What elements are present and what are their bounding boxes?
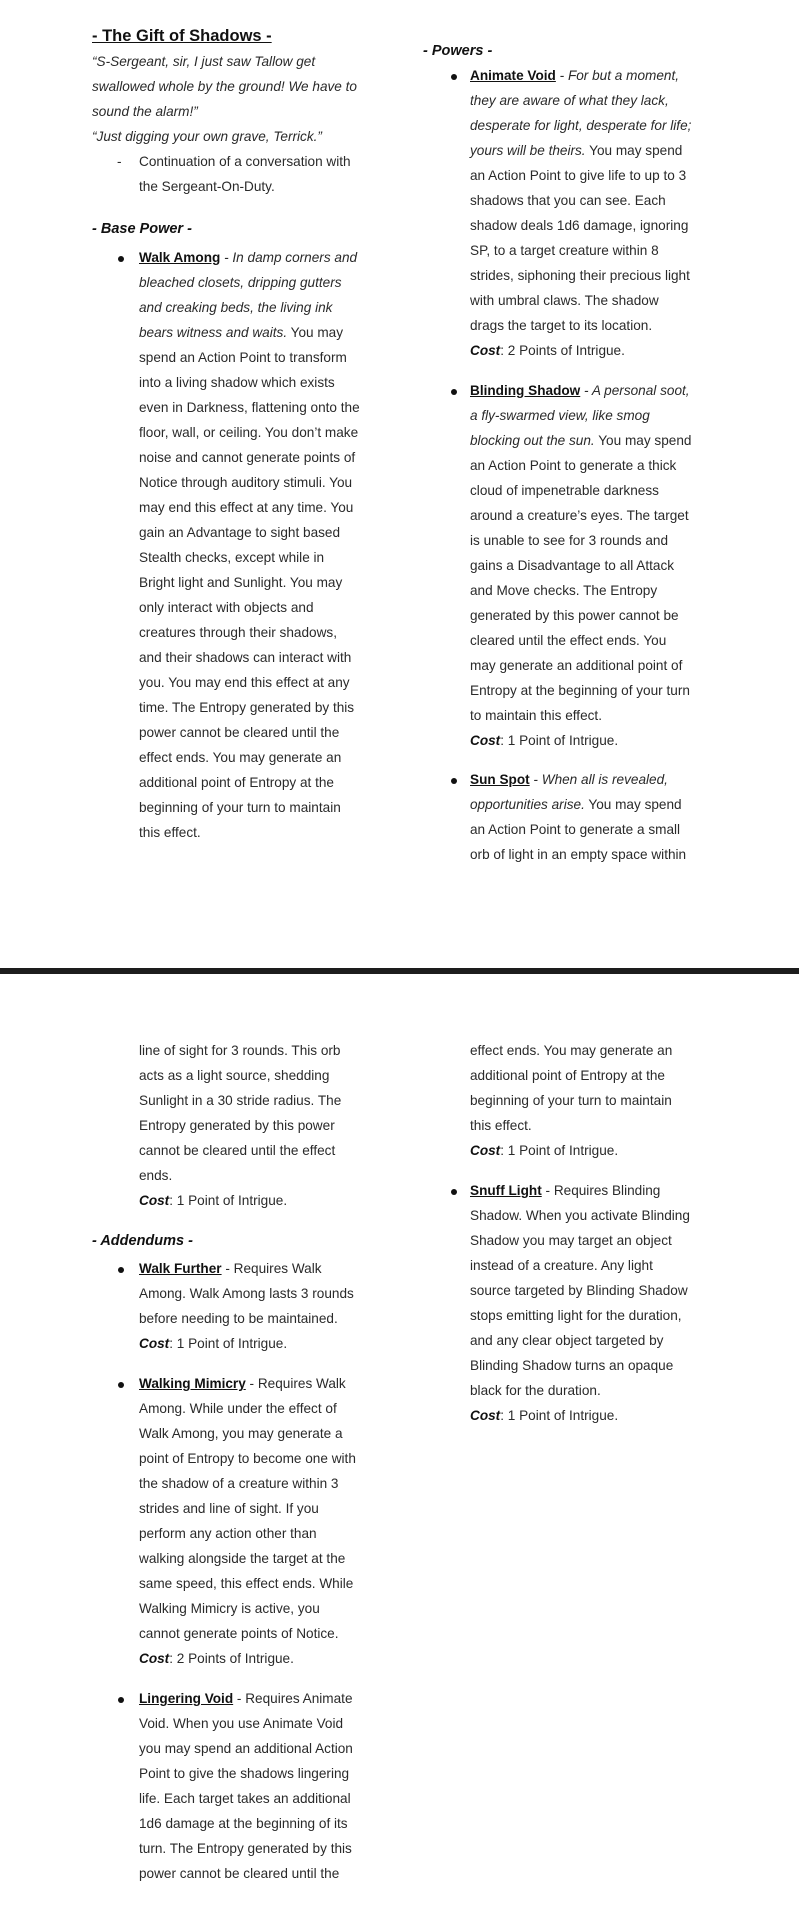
power-text: effect ends. You may generate an: [139, 750, 342, 765]
power-text: and creaking beds, the living ink: [139, 300, 333, 315]
cost-line: Cost: 1 Point of Intrigue.: [470, 1408, 619, 1423]
power-text: stops emitting light for the duration,: [470, 1308, 682, 1323]
cost-line: Cost: 1 Point of Intrigue.: [139, 1193, 288, 1208]
cost-line: Cost: 2 Points of Intrigue.: [470, 343, 625, 358]
power-text: into a living shadow which exists: [139, 375, 335, 390]
power-text: and any clear object targeted by: [470, 1333, 664, 1348]
note-dash: -: [117, 154, 122, 169]
power-text: gains a Disadvantage to all Attack: [470, 558, 675, 573]
power-text: they are aware of what they lack,: [470, 93, 669, 108]
walking-mimicry-first-line: Walking Mimicry - Requires Walk: [139, 1376, 346, 1391]
power-text: effect ends. You may generate an: [470, 1043, 673, 1058]
power-text: Walking Mimicry is active, you: [139, 1601, 320, 1616]
power-text-line: opportunities arise. You may spend: [470, 797, 682, 812]
cost-line: Cost: 1 Point of Intrigue.: [470, 1143, 619, 1158]
power-text: black for the duration.: [470, 1383, 601, 1398]
power-text: before needing to be maintained.: [139, 1311, 338, 1326]
power-text: desperate for light, desperate for life;: [470, 118, 692, 133]
power-text: cannot be cleared until the effect: [139, 1143, 336, 1158]
cost-line: Cost: 1 Point of Intrigue.: [470, 733, 619, 748]
power-text: same speed, this effect ends. While: [139, 1576, 354, 1591]
power-text: Stealth checks, except while in: [139, 550, 325, 565]
animate-void-first-line: Animate Void - For but a moment,: [470, 68, 679, 83]
power-text: beginning of your turn to maintain: [139, 800, 341, 815]
power-text: a fly-swarmed view, like smog: [470, 408, 650, 423]
power-text: shadows that you can see. Each: [470, 193, 666, 208]
power-text: an Action Point to generate a small: [470, 822, 681, 837]
power-text: orb of light in an empty space within: [470, 847, 687, 862]
power-text: acts as a light source, shedding: [139, 1068, 330, 1083]
note-line: Continuation of a conversation with: [139, 154, 351, 169]
power-text: Shadow you may target an object: [470, 1233, 672, 1248]
addendums-heading: - Addendums -: [92, 1233, 193, 1249]
power-text: strides, siphoning their precious light: [470, 268, 690, 283]
power-name: Walk Further: [139, 1261, 222, 1276]
power-text: source targeted by Blinding Shadow: [470, 1283, 688, 1298]
power-text: instead of a creature. Any light: [470, 1258, 653, 1273]
power-text: gain an Advantage to sight based: [139, 525, 341, 540]
quote-line: sound the alarm!”: [92, 104, 198, 119]
power-text: cloud of impenetrable darkness: [470, 483, 659, 498]
power-text: this effect.: [139, 825, 201, 840]
power-name: Walking Mimicry: [139, 1376, 246, 1391]
power-text: Shadow. When you activate Blinding: [470, 1208, 690, 1223]
power-text: cannot generate points of Notice.: [139, 1626, 339, 1641]
power-text: noise and cannot generate points of: [139, 450, 356, 465]
power-text-line: bears witness and waits. You may: [139, 325, 344, 340]
power-text: is unable to see for 3 rounds and: [470, 533, 668, 548]
power-text: power cannot be cleared until the: [139, 725, 340, 740]
power-text: power cannot be cleared until the: [139, 1866, 340, 1881]
power-text: spend an Action Point to transform: [139, 350, 347, 365]
power-text: you. You may end this effect at any: [139, 675, 350, 690]
base-power-heading: - Base Power -: [92, 221, 192, 237]
power-text: beginning of your turn to maintain: [470, 1093, 672, 1108]
power-text: bleached closets, dripping gutters: [139, 275, 342, 290]
power-text: line of sight for 3 rounds. This orb: [139, 1043, 341, 1058]
power-text: and their shadows can interact with: [139, 650, 352, 665]
bullet-icon: [118, 1267, 124, 1273]
powers-heading: - Powers -: [423, 43, 493, 59]
power-name: Lingering Void: [139, 1691, 234, 1706]
power-name: Blinding Shadow: [470, 383, 581, 398]
page2-left-column: [92, 0, 402, 1920]
power-text: Blinding Shadow turns an opaque: [470, 1358, 674, 1373]
power-text: this effect.: [470, 1118, 532, 1133]
walk-among-first-line: Walk Among - In damp corners and: [139, 250, 358, 265]
power-text: an Action Point to give life to up to 3: [470, 168, 687, 183]
power-text: point of Entropy to become one with: [139, 1451, 356, 1466]
power-text: Sunlight in a 30 stride radius. The: [139, 1093, 342, 1108]
power-text: and Move checks. The Entropy: [470, 583, 658, 598]
power-text: even in Darkness, flattening onto the: [139, 400, 360, 415]
power-text: Notice through auditory stimuli. You: [139, 475, 353, 490]
power-text: additional point of Entropy at the: [139, 775, 334, 790]
power-text: additional point of Entropy at the: [470, 1068, 665, 1083]
power-text: to maintain this effect.: [470, 708, 602, 723]
power-text: drags the target to its location.: [470, 318, 653, 333]
power-text: Entropy generated by this power: [139, 1118, 335, 1133]
power-text: turn. The Entropy generated by this: [139, 1841, 352, 1856]
power-text-line: yours will be theirs. You may spend: [470, 143, 683, 158]
note-line: the Sergeant-On-Duty.: [139, 179, 275, 194]
bullet-icon: [118, 1697, 124, 1703]
power-text: Void. When you use Animate Void: [139, 1716, 344, 1731]
power-text: time. The Entropy generated by this: [139, 700, 355, 715]
sun-spot-first-line: Sun Spot - When all is revealed,: [470, 772, 668, 787]
power-text: you may spend an additional Action: [139, 1741, 353, 1756]
bullet-icon: [118, 1382, 124, 1388]
cost-line: Cost: 1 Point of Intrigue.: [139, 1336, 288, 1351]
power-text: Walk Among, you may generate a: [139, 1426, 343, 1441]
bullet-icon: [451, 1189, 457, 1195]
power-text: SP, to a target creature within 8: [470, 243, 659, 258]
power-text: creatures through their shadows,: [139, 625, 337, 640]
page2-right-column: [412, 0, 782, 1920]
power-text: an Action Point to generate a thick: [470, 458, 677, 473]
power-text: may end this effect at any time. You: [139, 500, 354, 515]
power-text: ends.: [139, 1168, 173, 1183]
power-name: Snuff Light: [470, 1183, 542, 1198]
power-text: generated by this power cannot be: [470, 608, 679, 623]
power-text: shadow deals 1d6 damage, ignoring: [470, 218, 689, 233]
power-text: life. Each target takes an additional: [139, 1791, 351, 1806]
quote-line: “S-Sergeant, sir, I just saw Tallow get: [92, 54, 316, 69]
power-text: only interact with objects and: [139, 600, 314, 615]
power-text: cleared until the effect ends. You: [470, 633, 667, 648]
power-text: Bright light and Sunlight. You may: [139, 575, 343, 590]
power-text: Among. While under the effect of: [139, 1401, 337, 1416]
power-text: perform any action other than: [139, 1526, 317, 1541]
quote-line: swallowed whole by the ground! We have to: [92, 79, 357, 94]
power-text: walking alongside the target at the: [139, 1551, 346, 1566]
power-text: around a creature’s eyes. The target: [470, 508, 689, 523]
power-name: Animate Void: [470, 68, 556, 83]
power-text-line: blocking out the sun. You may spend: [470, 433, 692, 448]
quote-line: “Just digging your own grave, Terrick.”: [92, 129, 322, 144]
lingering-void-first-line: Lingering Void - Requires Animate: [139, 1691, 353, 1706]
power-text: 1d6 damage at the beginning of its: [139, 1816, 348, 1831]
power-text: floor, wall, or ceiling. You don’t make: [139, 425, 359, 440]
power-name: Walk Among: [139, 250, 221, 265]
power-text: the shadow of a creature within 3: [139, 1476, 339, 1491]
power-text: strides and line of sight. If you: [139, 1501, 319, 1516]
blinding-shadow-first-line: Blinding Shadow - A personal soot,: [470, 383, 690, 398]
power-text: Entropy at the beginning of your turn: [470, 683, 690, 698]
walk-further-first-line: Walk Further - Requires Walk: [139, 1261, 322, 1276]
snuff-light-first-line: Snuff Light - Requires Blinding: [470, 1183, 661, 1198]
power-text: with umbral claws. The shadow: [470, 293, 659, 308]
document-title: - The Gift of Shadows -: [92, 27, 272, 45]
power-text: may generate an additional point of: [470, 658, 683, 673]
power-text: Point to give the shadows lingering: [139, 1766, 350, 1781]
cost-line: Cost: 2 Points of Intrigue.: [139, 1651, 294, 1666]
power-text: Among. Walk Among lasts 3 rounds: [139, 1286, 354, 1301]
power-name: Sun Spot: [470, 772, 530, 787]
